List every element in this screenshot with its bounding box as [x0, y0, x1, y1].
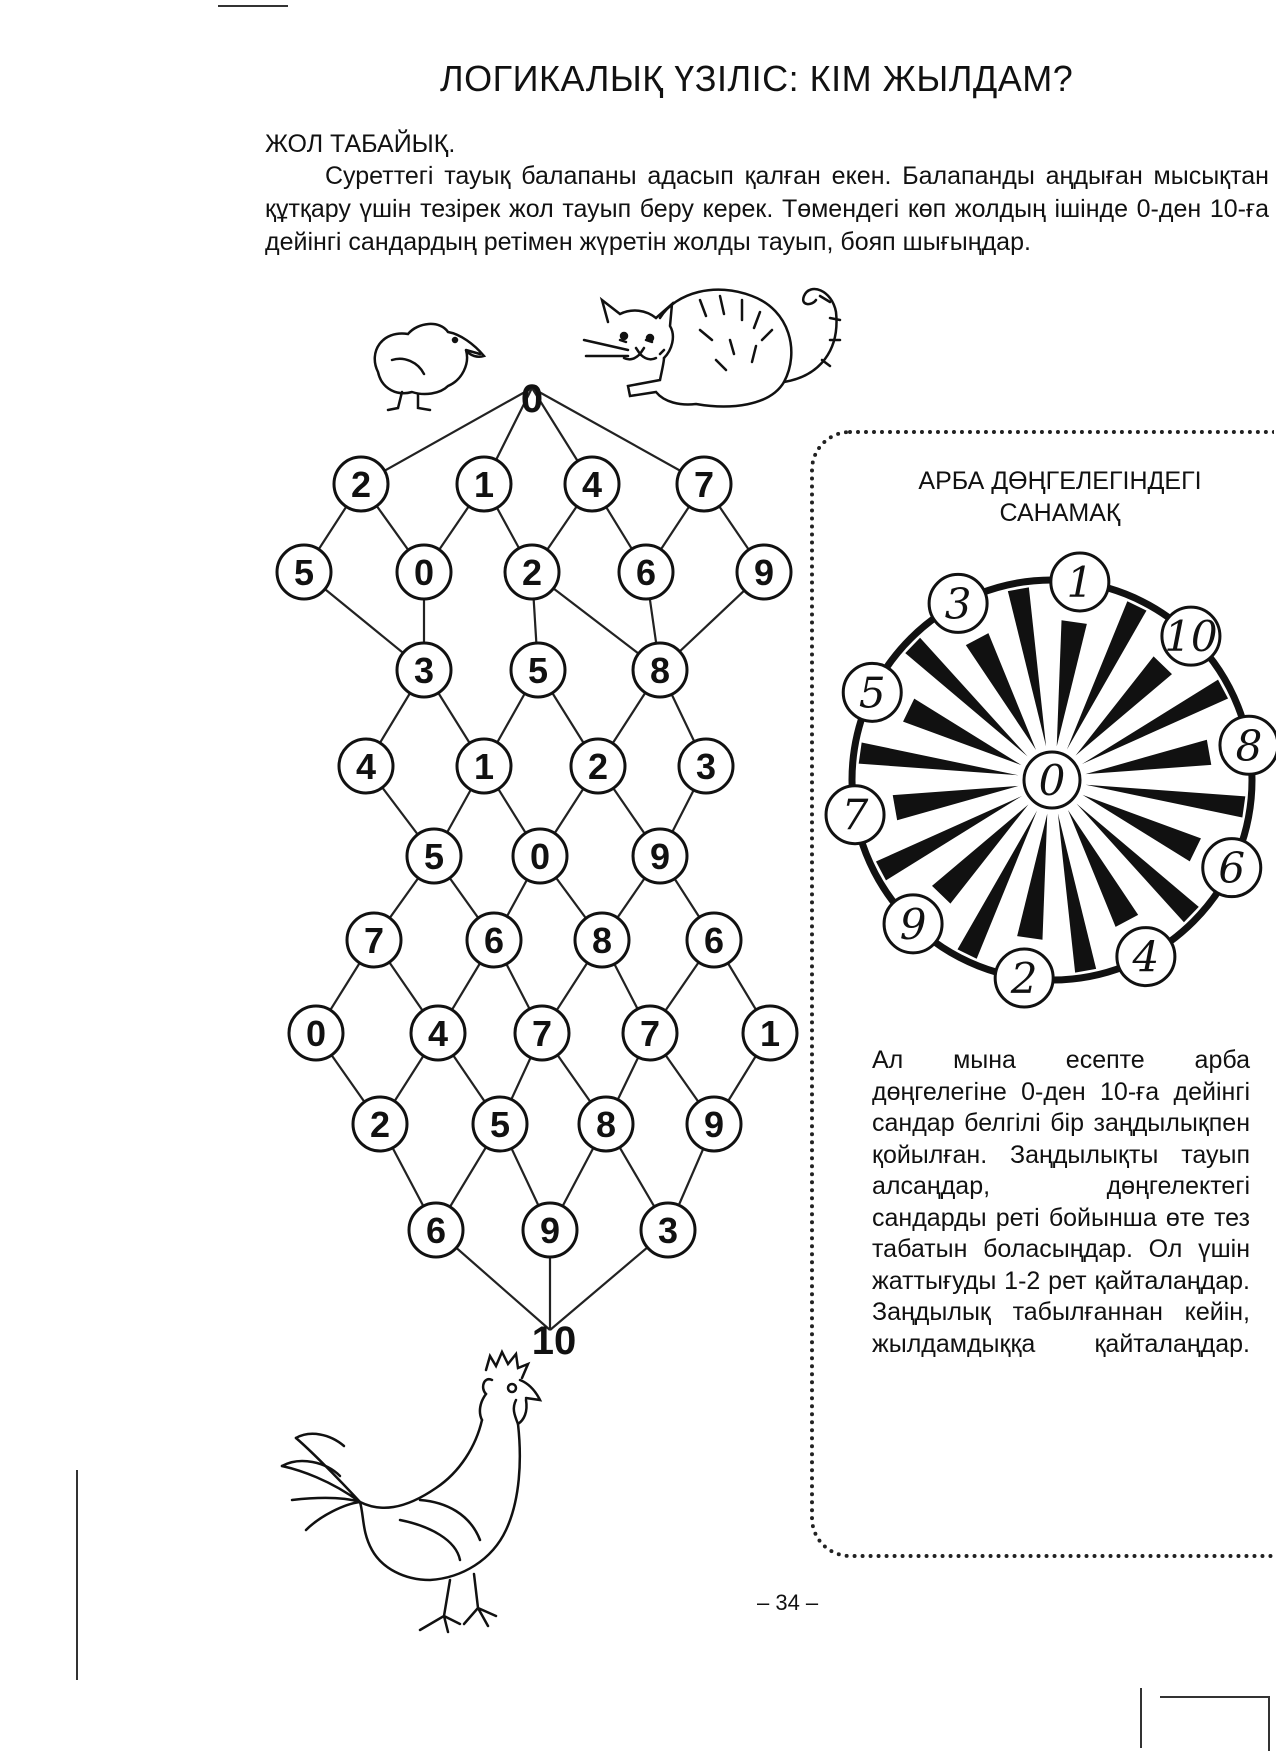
maze-node-number: 7 — [531, 1013, 553, 1054]
maze-node — [575, 913, 629, 967]
wheel-rim-number: 7 — [841, 790, 869, 840]
maze-node-number: 5 — [527, 650, 549, 691]
maze-node-number: 9 — [539, 1210, 561, 1251]
maze-node-number: 5 — [293, 552, 315, 593]
maze-node — [743, 1006, 797, 1060]
wheel-task-text: Ал мына есепте арба дөңгелегіне 0-ден 10-ға дейінгі сандар белгілі бір заңдылықпен қойылған. Заңдылықты тауып алсаңдар, дөңгелектегі сандарды реті бойынша өте тез табатын боласыңдар. Ол үшін жаттығуды 1-2 рет қайталаңдар. Заңдылық табылғаннан кейін, жылдамдыққа қайталаңдар. — [872, 1046, 1250, 1358]
maze-node-number: 8 — [591, 920, 613, 961]
maze-node-number: 2 — [369, 1104, 391, 1145]
wheel-rim-number: 6 — [1218, 843, 1246, 893]
chick-illustration — [375, 324, 484, 410]
maze-node — [407, 829, 461, 883]
maze-finish-number: 10 — [531, 1319, 577, 1363]
maze-node-number: 9 — [703, 1104, 725, 1145]
maze-node-number: 3 — [695, 746, 717, 787]
page-title: ЛОГИКАЛЫҚ ҮЗІЛІС: КІМ ЖЫЛДАМ? — [440, 58, 1074, 99]
maze-node-number: 1 — [473, 746, 495, 787]
maze-node-number: 0 — [529, 836, 551, 877]
maze-node — [353, 1097, 407, 1151]
maze-node-number: 2 — [350, 464, 372, 505]
maze-node — [409, 1203, 463, 1257]
maze-node — [641, 1203, 695, 1257]
maze-node — [334, 457, 388, 511]
maze-node-number: 4 — [581, 464, 603, 505]
maze-node-number: 9 — [753, 552, 775, 593]
maze-node — [565, 457, 619, 511]
instructions-paragraph: Суреттегі тауық балапаны адасып қалған екен. Балапанды аңдыған мысықтан құтқару үшін тезірек жол тауып беру керек. Төмендегі көп жолдың ішінде 0-ден 10-ға дейінгі сандардың ретімен жүретін жолды тауып, бояп шығыңдар. — [265, 162, 1269, 256]
maze-node-number: 4 — [427, 1013, 449, 1054]
maze-node — [619, 545, 673, 599]
maze-node — [339, 739, 393, 793]
maze-node — [347, 913, 401, 967]
maze-node — [289, 1006, 343, 1060]
maze-node-number: 6 — [425, 1210, 447, 1251]
maze-node — [515, 1006, 569, 1060]
maze-node-number: 2 — [587, 746, 609, 787]
maze-node — [397, 643, 451, 697]
maze-node — [397, 545, 451, 599]
maze-node-number: 6 — [483, 920, 505, 961]
wheel-task-title: АРБА ДӨҢГЕЛЕГІНДЕГІ САНАМАҚ — [918, 467, 1202, 527]
maze-node — [457, 457, 511, 511]
wheel-rim-number: 3 — [944, 579, 972, 629]
wheel-task-box — [810, 430, 1274, 1558]
maze-node — [513, 829, 567, 883]
maze-node — [523, 1203, 577, 1257]
maze-node — [633, 643, 687, 697]
maze-node — [737, 545, 791, 599]
maze-node — [687, 1097, 741, 1151]
maze-node-number: 5 — [489, 1104, 511, 1145]
maze-node — [623, 1006, 677, 1060]
maze-node-number: 6 — [703, 920, 725, 961]
maze-node — [679, 739, 733, 793]
maze-node — [687, 913, 741, 967]
maze-node-number: 1 — [759, 1013, 781, 1054]
maze-node-number: 1 — [473, 464, 495, 505]
wheel-rim-number: 10 — [1164, 612, 1218, 662]
maze-node-number: 7 — [639, 1013, 661, 1054]
maze-node-number: 8 — [595, 1104, 617, 1145]
scan-mark — [218, 5, 288, 7]
maze-node-number: 0 — [413, 552, 435, 593]
maze-node — [467, 913, 521, 967]
maze-node — [473, 1097, 527, 1151]
maze-node-number: 3 — [657, 1210, 679, 1251]
wheel-rim-number: 9 — [899, 899, 927, 949]
maze-node-number: 3 — [413, 650, 435, 691]
scan-mark — [1140, 1688, 1142, 1748]
scan-mark — [1160, 1696, 1270, 1698]
maze-node-number: 6 — [635, 552, 657, 593]
maze-path-line — [532, 388, 704, 484]
maze-node — [511, 643, 565, 697]
maze-node-number: 7 — [693, 464, 715, 505]
maze-node — [457, 739, 511, 793]
maze-nodes — [277, 457, 797, 1257]
maze-node-number: 2 — [521, 552, 543, 593]
scan-mark — [76, 1470, 78, 1680]
wheel-rim-number: 1 — [1066, 557, 1094, 607]
maze-node-number: 5 — [423, 836, 445, 877]
maze-node-number: 9 — [649, 836, 671, 877]
maze-node — [677, 457, 731, 511]
wheel-rim-number: 5 — [858, 668, 886, 718]
maze-node — [505, 545, 559, 599]
section-heading: ЖОЛ ТАБАЙЫҚ. — [265, 130, 456, 158]
maze-start-number: 0 — [520, 377, 544, 421]
wheel-rim-number: 8 — [1235, 721, 1263, 771]
maze-node-number: 8 — [649, 650, 671, 691]
maze-node — [411, 1006, 465, 1060]
maze-node-number: 4 — [355, 746, 377, 787]
maze-node — [579, 1097, 633, 1151]
scan-mark — [1268, 1696, 1270, 1751]
wheel-rim-number: 4 — [1132, 932, 1160, 982]
maze-node — [571, 739, 625, 793]
cat-illustration — [584, 289, 840, 406]
maze-node — [277, 545, 331, 599]
rooster-illustration — [282, 1352, 540, 1632]
page-number: – 34 – — [757, 1590, 819, 1615]
wheel-hub-number: 0 — [1038, 756, 1066, 805]
maze-node-number: 0 — [305, 1013, 327, 1054]
maze-node — [633, 829, 687, 883]
wheel-rim-number: 2 — [1010, 954, 1038, 1004]
maze-node-number: 7 — [363, 920, 385, 961]
